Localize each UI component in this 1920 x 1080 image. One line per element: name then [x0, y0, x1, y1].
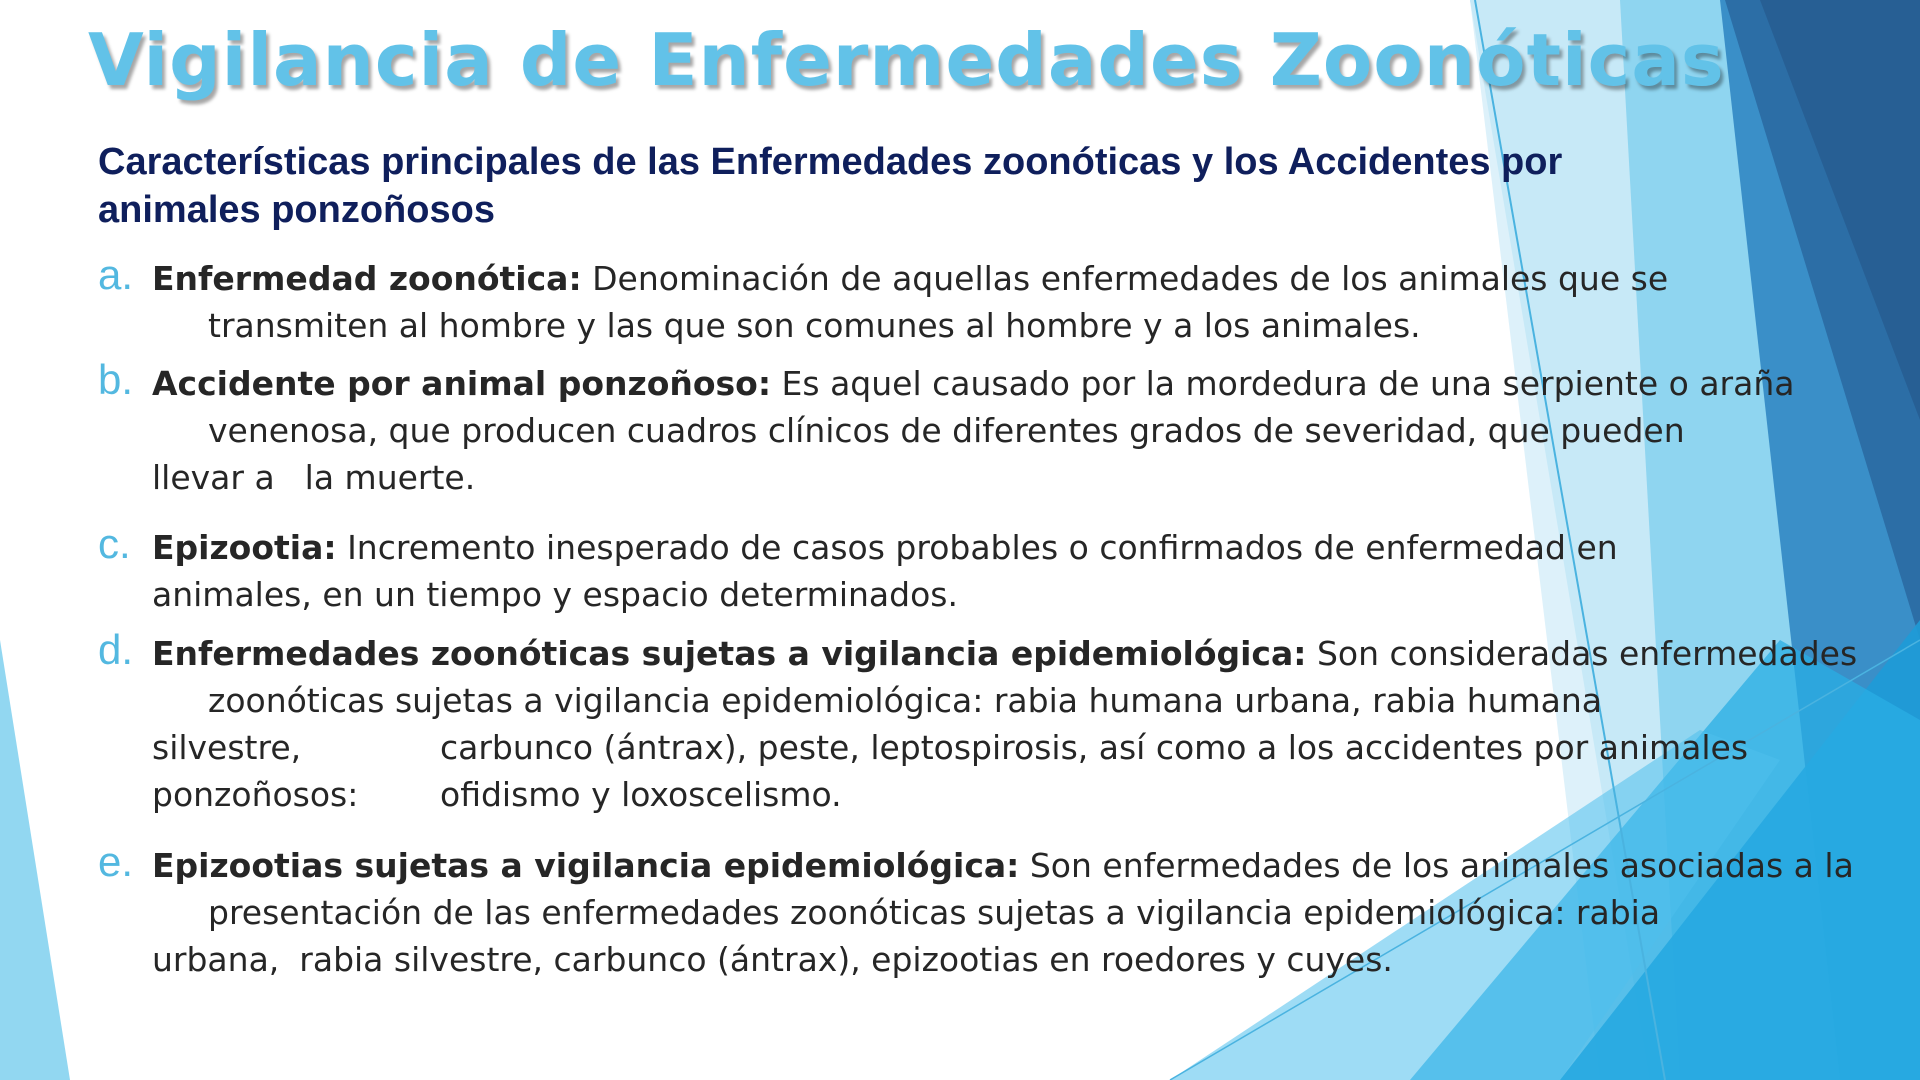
definition-text: Son enfermedades de los animales asociadas a la [1019, 846, 1854, 885]
list-marker: a. [98, 251, 134, 298]
definition-term: Enfermedad zoonótica: [152, 259, 582, 298]
list-marker: e. [98, 838, 134, 885]
definition-item-a [98, 251, 1738, 349]
definition-text: carbunco (ántrax), peste, leptospirosis, así como a los accidentes por animales [440, 728, 1749, 767]
definition-line [98, 771, 1738, 818]
definition-line: animales, en un tiempo y espacio determinados. [152, 575, 958, 614]
definition-text: urbana, [152, 940, 280, 979]
definition-item-b [98, 356, 1795, 501]
definition-line [98, 842, 1854, 889]
list-marker: b. [98, 356, 134, 403]
definition-text: Incremento inesperado de casos probables o confirmados de enfermedad en [336, 528, 1618, 567]
definition-line [98, 630, 1858, 677]
definition-line: zoonóticas sujetas a vigilancia epidemiológica: rabia humana urbana, rabia humana [208, 681, 1603, 720]
list-marker: d. [98, 626, 134, 673]
definition-line [98, 936, 1738, 983]
definition-term: Epizootia: [152, 528, 337, 567]
definition-text: silvestre, [152, 728, 302, 767]
definition-text: Son consideradas enfermedades [1306, 634, 1858, 673]
definition-line [98, 255, 1738, 302]
definition-text: Es aquel causado por la mordedura de una serpiente o araña [771, 364, 1795, 403]
definition-line [98, 360, 1795, 407]
definition-term: Enfermedades zoonóticas sujetas a vigilancia epidemiológica: [152, 634, 1307, 673]
left-accent-shape [0, 640, 70, 1080]
definition-text: Denominación de aquellas enfermedades de los animales que se [581, 259, 1669, 298]
slide-subtitle: Características principales de las Enfermedades zoonóticas y los Accidentes por animales ponzoñosos [98, 141, 1563, 231]
definition-term: Accidente por animal ponzoñoso: [152, 364, 772, 403]
list-marker: c. [98, 520, 131, 567]
definition-text: ofidismo y loxoscelismo. [440, 775, 842, 814]
definition-text: la muerte. [304, 458, 476, 497]
definition-line: venenosa, que producen cuadros clínicos de diferentes grados de severidad, que pueden [208, 411, 1685, 450]
definition-item-e [98, 838, 1854, 983]
definition-line [98, 724, 1749, 771]
definition-item-c [98, 520, 1738, 618]
definition-item-d [98, 626, 1858, 818]
definition-term: Epizootias sujetas a vigilancia epidemiológica: [152, 846, 1020, 885]
definition-line [98, 524, 1738, 571]
definition-text: rabia silvestre, carbunco (ántrax), epizootias en roedores y cuyes. [299, 940, 1393, 979]
definition-line [98, 454, 1738, 501]
definition-text: ponzoñosos: [152, 775, 359, 814]
definition-line: transmiten al hombre y las que son comunes al hombre y a los animales. [208, 306, 1421, 345]
slide-title: Vigilancia de Enfermedades Zoonóticas [88, 18, 1725, 102]
definition-text: llevar a [152, 458, 275, 497]
definition-line: presentación de las enfermedades zoonóticas sujetas a vigilancia epidemiológica: rabia [208, 893, 1661, 932]
